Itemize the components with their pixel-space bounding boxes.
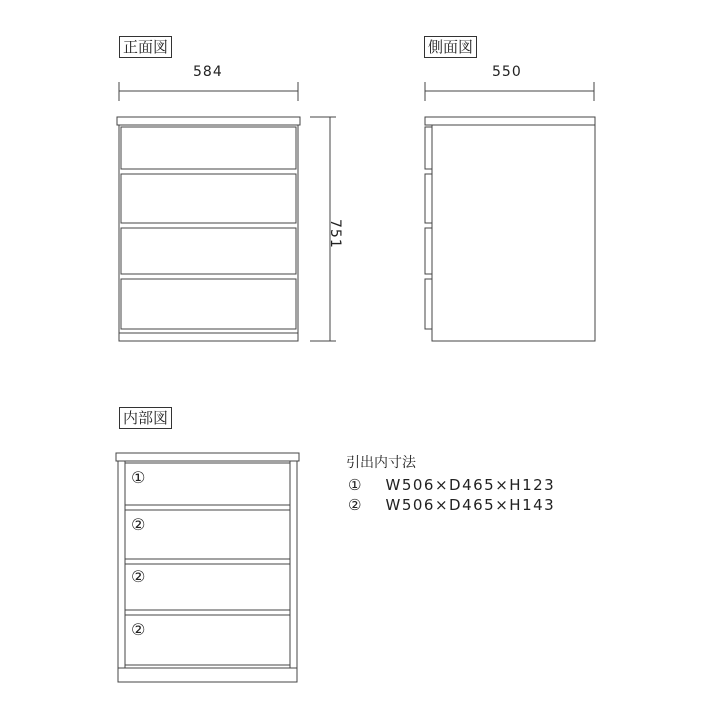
side-depth-dimension: 550 xyxy=(492,64,522,80)
spec-row-2-marker: ② xyxy=(348,496,363,514)
front-view-drawing xyxy=(117,82,336,341)
front-width-dimension: 584 xyxy=(193,64,223,80)
inner-view-label: 内部図 xyxy=(119,407,172,429)
drawer-marker-1: ① xyxy=(131,468,146,487)
drawer-marker-4: ② xyxy=(131,620,146,639)
spec-row-1-size: W506×D465×H123 xyxy=(385,476,556,494)
side-view-label: 側面図 xyxy=(424,36,477,58)
spec-title: 引出内寸法 xyxy=(346,455,416,471)
front-height-dimension: 751 xyxy=(327,219,343,249)
spec-row-1 xyxy=(348,476,555,494)
spec-row-2-size: W506×D465×H143 xyxy=(385,496,556,514)
side-view-drawing xyxy=(425,82,595,341)
drawer-marker-3: ② xyxy=(131,567,146,586)
front-view-label: 正面図 xyxy=(119,36,172,58)
drawer-marker-2: ② xyxy=(131,515,146,534)
spec-row-1-marker: ① xyxy=(348,476,363,494)
spec-row-2 xyxy=(348,496,555,514)
